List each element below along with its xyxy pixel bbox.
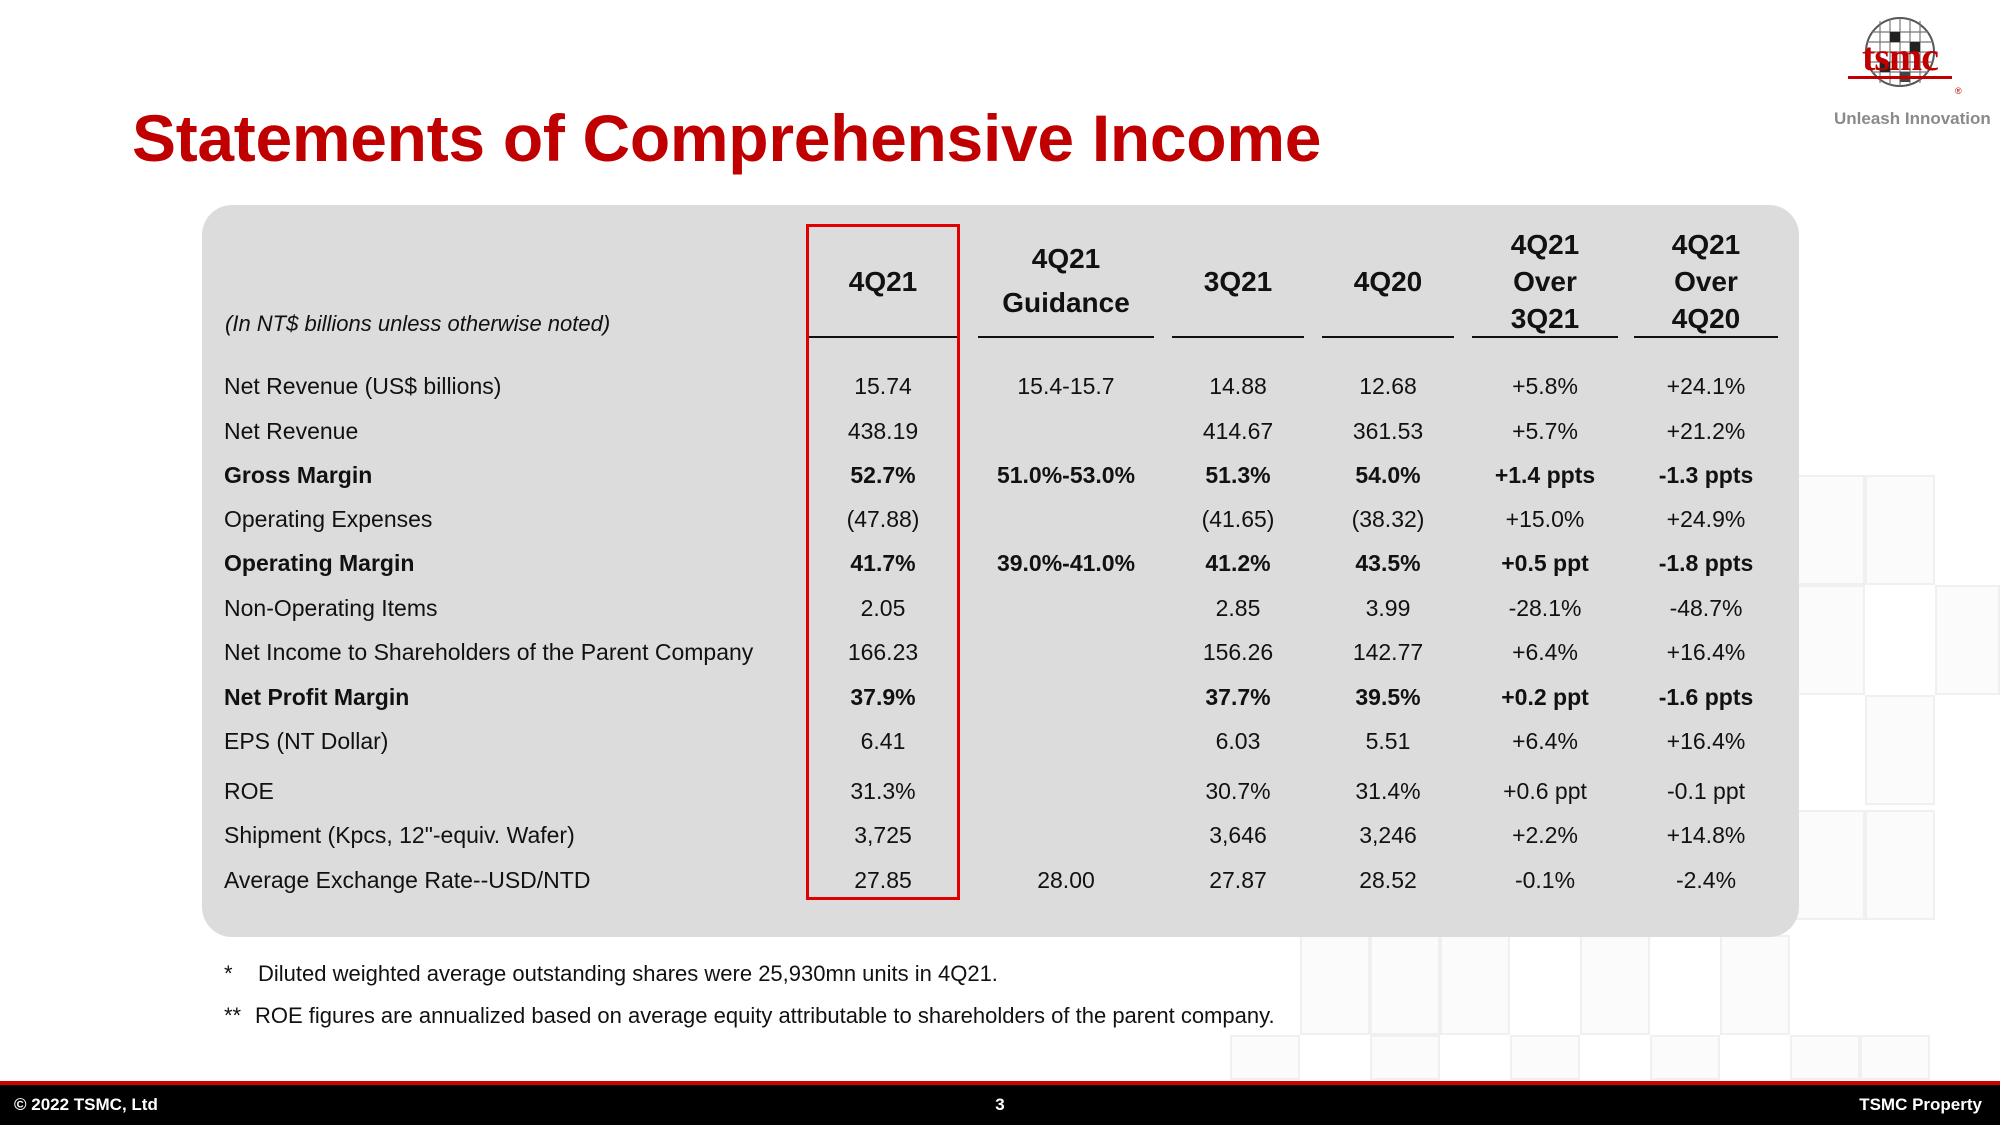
logo-wordmark: tsmc (1862, 34, 1938, 79)
cell-3q21: 30.7% (1205, 778, 1271, 804)
cell-over-3q21: +5.7% (1512, 418, 1578, 444)
row-label: Net Revenue (US$ billions) (224, 373, 502, 399)
cell-3q21: 414.67 (1202, 418, 1274, 444)
row-label: Net Revenue (224, 418, 359, 444)
cell-over-3q21: +6.4% (1512, 639, 1578, 665)
table-row (0, 769, 2000, 813)
cell-over-3q21: +1.4 ppts (1494, 462, 1596, 488)
property-label: TSMC Property (1859, 1095, 1982, 1114)
page-number: 3 (995, 1095, 1005, 1114)
cell-4q20: (38.32) (1351, 506, 1425, 532)
header-underline (1472, 336, 1618, 338)
table-row (0, 453, 2000, 497)
cell-4q21: 27.85 (854, 867, 912, 893)
column-header-4q21-over-4q20: 4Q21 Over 4Q20 (1671, 228, 1741, 334)
cell-over-4q20: -2.4% (1675, 867, 1737, 893)
cell-4q20: 12.68 (1359, 373, 1417, 399)
cell-over-3q21: -0.1% (1514, 867, 1576, 893)
cell-over-4q20: +16.4% (1666, 639, 1746, 665)
table-units-note: (In NT$ billions unless otherwise noted) (225, 311, 611, 336)
column-header-4q21-over-3q21: 4Q21 Over 3Q21 (1510, 228, 1580, 334)
page-title: Statements of Comprehensive Income (132, 101, 1322, 175)
cell-4q21: 438.19 (847, 418, 919, 444)
cell-over-4q20: -1.6 ppts (1658, 684, 1754, 710)
table-row (0, 813, 2000, 857)
cell-guidance: 51.0%-53.0% (996, 462, 1136, 488)
cell-guidance: 39.0%-41.0% (996, 550, 1136, 576)
slide-footer (0, 1081, 2000, 1125)
cell-4q20: 5.51 (1365, 728, 1411, 754)
cell-over-4q20: -1.3 ppts (1658, 462, 1754, 488)
table-row (0, 630, 2000, 674)
cell-guidance: 15.4-15.7 (1017, 373, 1115, 399)
cell-3q21: 2.85 (1215, 595, 1261, 621)
cell-4q20: 3,246 (1359, 822, 1417, 848)
cell-4q20: 54.0% (1355, 462, 1421, 488)
table-row (0, 858, 2000, 902)
row-label: Average Exchange Rate--USD/NTD (224, 867, 591, 893)
cell-3q21: 3,646 (1209, 822, 1267, 848)
header-underline (1172, 336, 1304, 338)
cell-over-3q21: +6.4% (1512, 728, 1578, 754)
cell-over-4q20: +24.1% (1666, 373, 1746, 399)
cell-4q21: (47.88) (846, 506, 920, 532)
table-row (0, 675, 2000, 719)
cell-over-4q20: -48.7% (1669, 595, 1743, 621)
cell-3q21: 14.88 (1209, 373, 1267, 399)
current-quarter-highlight (806, 224, 960, 900)
cell-4q20: 361.53 (1352, 418, 1424, 444)
cell-over-3q21: +0.6 ppt (1503, 778, 1587, 804)
cell-4q21: 41.7% (850, 550, 916, 576)
header-underline (1634, 336, 1778, 338)
row-label: EPS (NT Dollar) (224, 728, 389, 754)
cell-3q21: 27.87 (1209, 867, 1267, 893)
cell-over-4q20: -1.8 ppts (1658, 550, 1754, 576)
header-underline (978, 336, 1154, 338)
row-label: Shipment (Kpcs, 12"-equiv. Wafer) (224, 822, 575, 848)
row-label: Operating Margin (224, 550, 415, 576)
cell-over-4q20: +21.2% (1666, 418, 1746, 444)
cell-over-4q20: +14.8% (1666, 822, 1746, 848)
svg-text:®: ® (1955, 86, 1962, 96)
column-header-3q21: 3Q21 (1203, 265, 1273, 297)
cell-4q21: 3,725 (854, 822, 912, 848)
cell-over-3q21: +0.2 ppt (1501, 684, 1589, 710)
cell-over-3q21: +15.0% (1505, 506, 1585, 532)
row-label: Operating Expenses (224, 506, 433, 532)
cell-4q21: 37.9% (850, 684, 916, 710)
cell-3q21: 37.7% (1205, 684, 1271, 710)
cell-guidance: 28.00 (1037, 867, 1095, 893)
table-row (0, 719, 2000, 763)
footnote-diluted-shares: * Diluted weighted average outstanding shares were 25,930mn units in 4Q21. (224, 961, 998, 986)
cell-4q21: 166.23 (847, 639, 919, 665)
cell-4q21: 6.41 (860, 728, 906, 754)
cell-4q21: 15.74 (854, 373, 912, 399)
cell-4q20: 31.4% (1355, 778, 1421, 804)
cell-over-4q20: -0.1 ppt (1667, 778, 1745, 804)
cell-over-3q21: +5.8% (1512, 373, 1578, 399)
table-row (0, 541, 2000, 585)
cell-4q20: 3.99 (1365, 595, 1411, 621)
row-label: Net Profit Margin (224, 684, 410, 710)
header-underline (1322, 336, 1454, 338)
cell-4q20: 142.77 (1352, 639, 1424, 665)
column-header-4q21-guidance: 4Q21 Guidance (1002, 243, 1130, 318)
cell-4q20: 43.5% (1355, 550, 1421, 576)
cell-4q21: 52.7% (850, 462, 916, 488)
cell-4q20: 39.5% (1355, 684, 1421, 710)
cell-3q21: 156.26 (1202, 639, 1274, 665)
tsmc-logo (1830, 16, 1970, 106)
column-header-4q20: 4Q20 (1353, 265, 1423, 297)
cell-over-3q21: +0.5 ppt (1501, 550, 1589, 576)
table-row (0, 497, 2000, 541)
cell-over-3q21: +2.2% (1512, 822, 1578, 848)
table-row (0, 364, 2000, 408)
cell-over-4q20: +16.4% (1666, 728, 1746, 754)
row-label: Net Income to Shareholders of the Parent Company (224, 639, 754, 665)
footnote-roe: ** ROE figures are annualized based on average equity attributable to shareholders of the parent company. (224, 1003, 1275, 1028)
row-label: Gross Margin (224, 462, 373, 488)
cell-4q21: 2.05 (860, 595, 906, 621)
cell-3q21: (41.65) (1201, 506, 1275, 532)
cell-4q21: 31.3% (850, 778, 916, 804)
cell-3q21: 41.2% (1205, 550, 1271, 576)
cell-4q20: 28.52 (1359, 867, 1417, 893)
table-row (0, 586, 2000, 630)
cell-over-3q21: -28.1% (1508, 595, 1582, 621)
row-label: Non-Operating Items (224, 595, 438, 621)
copyright: © 2022 TSMC, Ltd (14, 1095, 158, 1114)
table-row (0, 409, 2000, 453)
column-header-4q21: 4Q21 (848, 265, 918, 297)
cell-3q21: 51.3% (1205, 462, 1271, 488)
tagline: Unleash Innovation (1834, 109, 1991, 128)
row-label: ROE (224, 778, 274, 804)
cell-over-4q20: +24.9% (1666, 506, 1746, 532)
cell-3q21: 6.03 (1215, 728, 1261, 754)
